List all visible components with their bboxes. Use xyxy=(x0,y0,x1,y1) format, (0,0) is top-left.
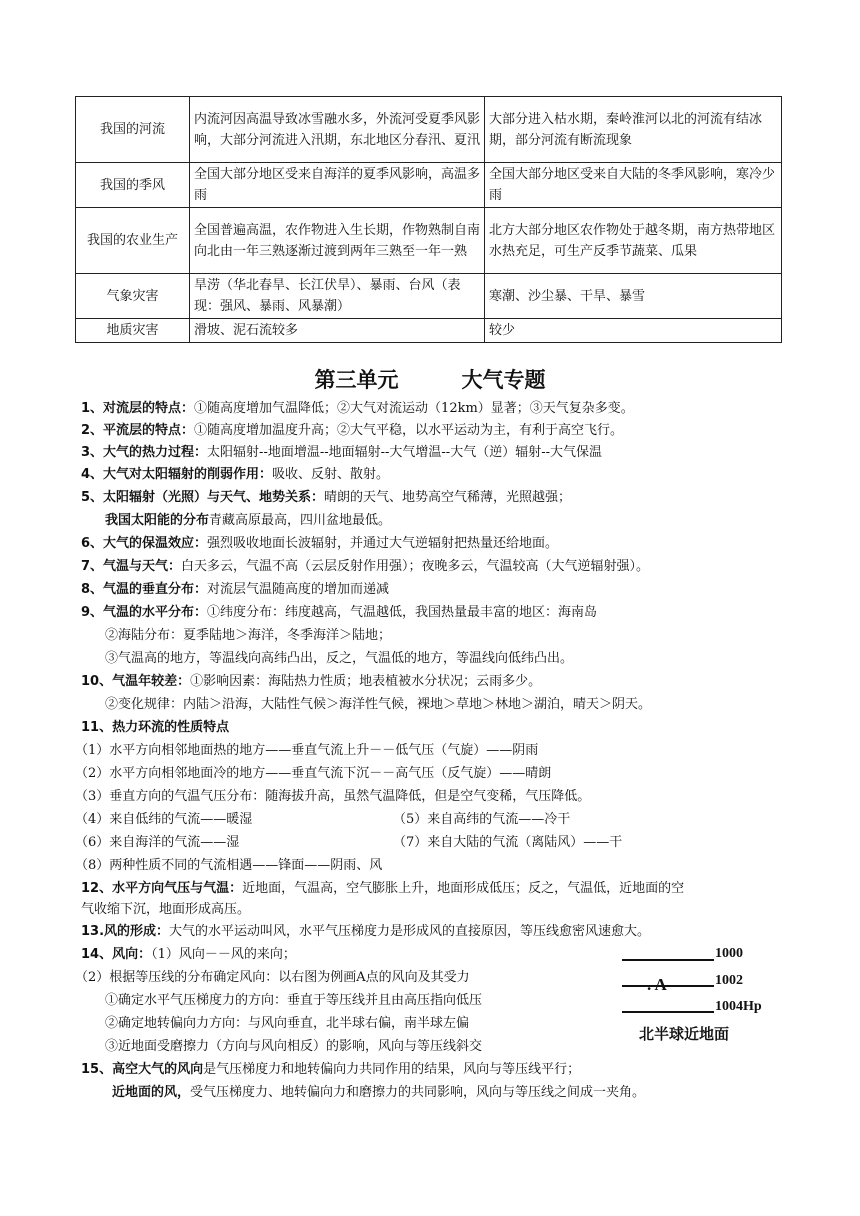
item-6: 6、大气的保温效应：强烈吸收地面长波辐射，并通过大气逆辐射把热量还给地面。 xyxy=(81,536,559,551)
summer-cell: 全国大部分地区受来自海洋的夏季风影响，高温多雨 xyxy=(190,163,485,208)
winter-cell: 大部分进入枯水期，秦岭淮河以北的河流有结冰期，部分河流有断流现象 xyxy=(485,97,782,163)
item-1: 1、对流层的特点：①随高度增加气温降低；②大气对流运动（12km）显著；③天气复杂多变。 xyxy=(81,401,634,416)
summer-cell: 滑坡、泥石流较多 xyxy=(190,319,485,343)
item-8: 8、气温的垂直分布：对流层气温随高度的增加而递减 xyxy=(81,582,390,597)
item-11-sub-8: （8）两种性质不同的气流相遇——锋面——阴雨、风 xyxy=(75,858,383,873)
item-15-near-ground: 近地面的风，受气压梯度力、地转偏向力和磨擦力的共同影响，风向与等压线之间成一夹角。 xyxy=(112,1085,646,1100)
item-11-sub-7: （7）来自大陆的气流（离陆风）——干 xyxy=(393,835,623,850)
item-2: 2、平流层的特点：①随高度增加温度升高；②大气平稳，以水平运动为主，有利于高空飞行。 xyxy=(81,423,624,438)
summer-cell: 全国普遍高温，农作物进入生长期，作物熟制自南向北由一年三熟逐渐过渡到两年三熟至一年一熟 xyxy=(190,208,485,274)
item-13: 13.风的形成：大气的水平运动叫风，水平气压梯度力是形成风的直接原因，等压线愈密风速愈大。 xyxy=(81,924,651,939)
item-7: 7、气温与天气：白天多云，气温不高（云层反射作用强）；夜晚多云，气温较高（大气逆辐射强）。 xyxy=(81,559,650,574)
winter-cell: 全国大部分地区受来自大陆的冬季风影响，寒冷少雨 xyxy=(485,163,782,208)
item-11-sub-2: （2）水平方向相邻地面冷的地方——垂直气流下沉－－高气压（反气旋）——晴朗 xyxy=(75,766,552,781)
summer-cell: 旱涝（华北春旱、长江伏旱）、暴雨、台风（表现：强风、暴雨、风暴潮） xyxy=(190,274,485,319)
table-row xyxy=(76,208,782,274)
item-11-sub-6: （6）来自海洋的气流——湿 xyxy=(75,835,240,850)
item-12: 12、水平方向气压与气温：近地面，气温高，空气膨胀上升，地面形成低压；反之，气温低，近地面的空 xyxy=(81,881,685,896)
summer-cell: 内流河因高温导致冰雪融水多，外流河受夏季风影响，大部分河流进入汛期，东北地区分春汛、夏汛 xyxy=(190,97,485,163)
item-11-sub-3: （3）垂直方向的气温气压分布：随海拔升高，虽然气温降低，但是空气变稀，气压降低。 xyxy=(75,789,591,804)
isobar-line xyxy=(622,959,714,961)
item-3: 3、大气的热力过程：太阳辐射--地面增温--地面辐射--大气增温--大气（逆）辐射--大气保温 xyxy=(81,445,602,460)
item-4: 4、大气对太阳辐射的削弱作用：吸收、反射、散射。 xyxy=(81,467,390,482)
item-14: 14、风向：（1）风向－－风的来向； xyxy=(81,947,296,962)
isobar-label: 1000 xyxy=(715,946,743,961)
item-5-solar-distribution: 我国太阳能的分布青藏高原最高，四川盆地最低。 xyxy=(105,513,392,528)
item-11: 11、热力环流的性质特点 xyxy=(81,720,230,735)
isobar-line xyxy=(622,1011,714,1013)
item-11-sub-4: （4）来自低纬的气流——暖湿 xyxy=(75,812,253,827)
row-label: 我国的农业生产 xyxy=(76,208,190,274)
winter-cell: 北方大部分地区农作物处于越冬期，南方热带地区水热充足，可生产反季节蔬菜、瓜果 xyxy=(485,208,782,274)
figure-caption: 北半球近地面 xyxy=(639,1025,730,1043)
item-9: 9、气温的水平分布：①纬度分布：纬度越高，气温越低，我国热量最丰富的地区：海南岛 xyxy=(81,605,598,620)
table-row xyxy=(76,319,782,343)
table-row xyxy=(76,163,782,208)
point-a-label: . A xyxy=(647,975,667,994)
isobar-figure xyxy=(617,945,777,1045)
isobar-label: 1004Hp xyxy=(715,999,762,1014)
item-14-step-3: ③近地面受磨擦力（方向与风向相反）的影响，风向与等压线斜交 xyxy=(105,1039,483,1054)
winter-cell: 较少 xyxy=(485,319,782,343)
item-14-sub-2: （2）根据等压线的分布确定风向：以右图为例画A点的风向及其受力 xyxy=(75,970,470,985)
season-comparison-table xyxy=(75,96,782,343)
item-5: 5、太阳辐射（光照）与天气、地势关系：晴朗的天气、地势高空气稀薄，光照越强； xyxy=(81,490,572,505)
item-10-sub-2: ②变化规律：内陆＞沿海，大陆性气候＞海洋性气候，裸地＞草地＞林地＞湖泊，晴天＞阴天。 xyxy=(105,697,652,712)
item-10: 10、气温年较差：①影响因素：海陆热力性质；地表植被水分状况；云雨多少。 xyxy=(81,674,542,689)
row-label: 我国的河流 xyxy=(76,97,190,163)
item-14-step-2: ②确定地转偏向力方向：与风向垂直，北半球右偏，南半球左偏 xyxy=(105,1016,470,1031)
isobar-line xyxy=(622,985,714,987)
item-15: 15、高空大气的风向是气压梯度力和地转偏向力共同作用的结果，风向与等压线平行； xyxy=(81,1062,581,1077)
row-label: 气象灾害 xyxy=(76,274,190,319)
item-9-sub-3: ③气温高的地方，等温线向高纬凸出，反之，气温低的地方，等温线向低纬凸出。 xyxy=(105,651,574,666)
unit-title: 第三单元 大气专题 xyxy=(314,368,546,392)
item-14-step-1: ①确定水平气压梯度力的方向：垂直于等压线并且由高压指向低压 xyxy=(105,993,483,1008)
row-label: 我国的季风 xyxy=(76,163,190,208)
table-row xyxy=(76,97,782,163)
item-9-sub-2: ②海陆分布：夏季陆地＞海洋，冬季海洋＞陆地； xyxy=(105,628,392,643)
winter-cell: 寒潮、沙尘暴、干旱、暴雪 xyxy=(485,274,782,319)
row-label: 地质灾害 xyxy=(76,319,190,343)
item-12-cont: 气收缩下沉，地面形成高压。 xyxy=(81,902,251,917)
item-11-sub-5: （5）来自高纬的气流——冷干 xyxy=(393,812,571,827)
table-row xyxy=(76,274,782,319)
item-11-sub-1: （1）水平方向相邻地面热的地方——垂直气流上升－－低气压（气旋）——阴雨 xyxy=(75,743,539,758)
isobar-label: 1002 xyxy=(715,973,743,988)
